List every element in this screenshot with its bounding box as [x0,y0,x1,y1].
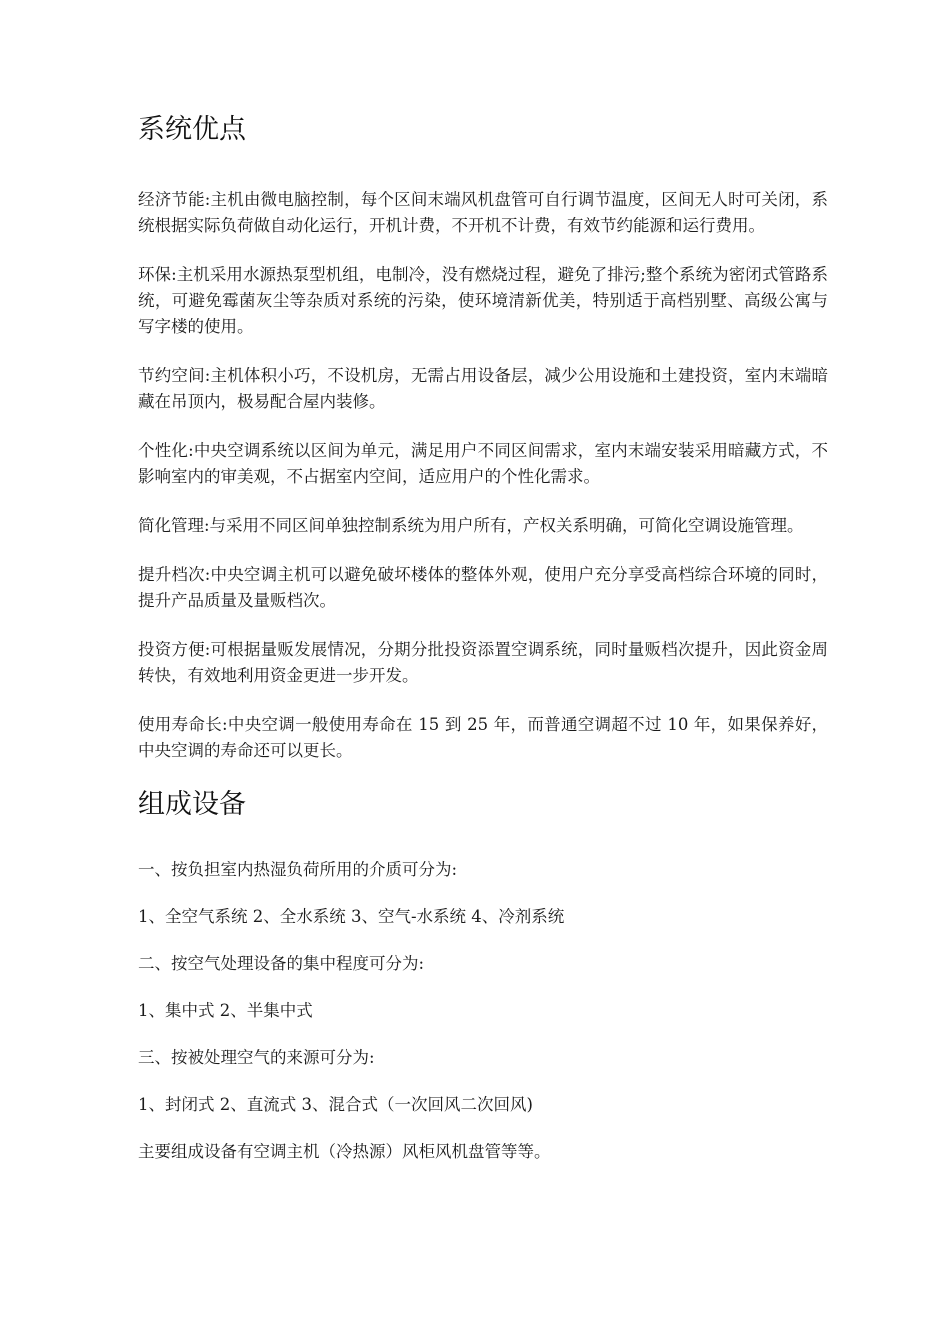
paragraph-investment: 投资方便:可根据量贩发展情况，分期分批投资添置空调系统，同时量贩档次提升，因此资金周转快，有效地利用资金更进一步开发。 [138,640,828,685]
section-title-advantages: 系统优点 [138,114,246,145]
list-item: 三、按被处理空气的来源可分为: [138,1048,375,1067]
paragraph-space-saving: 节约空间:主机体积小巧，不设机房，无需占用设备层，减少公用设施和土建投资，室内末端暗藏在吊顶内，极易配合屋内装修。 [138,366,828,411]
list-item: 1、全空气系统 2、全水系统 3、空气-水系统 4、冷剂系统 [138,907,565,926]
list-item: 一、按负担室内热湿负荷所用的介质可分为: [138,860,458,879]
paragraph-energy-saving: 经济节能:主机由微电脑控制，每个区间末端风机盘管可自行调节温度，区间无人时可关闭，系统根据实际负荷做自动化运行，开机计费，不开机不计费，有效节约能源和运行费用。 [138,190,828,235]
paragraph-simplified-management: 简化管理:与采用不同区间单独控制系统为用户所有，产权关系明确，可简化空调设施管理。 [138,516,804,535]
list-item: 1、封闭式 2、直流式 3、混合式（一次回风二次回风) [138,1095,533,1114]
list-item: 二、按空气处理设备的集中程度可分为: [138,954,425,973]
list-item: 主要组成设备有空调主机（冷热源）风柜风机盘管等等。 [138,1142,551,1161]
list-item: 1、集中式 2、半集中式 [138,1001,313,1020]
document-page [138,0,828,1165]
section-title-components: 组成设备 [138,789,246,820]
paragraph-lifespan: 使用寿命长:中央空调一般使用寿命在 15 到 25 年，而普通空调超不过 10 年，如果保养好，中央空调的寿命还可以更长。 [138,715,828,760]
paragraph-personalization: 个性化:中央空调系统以区间为单元，满足用户不同区间需求，室内末端安装采用暗藏方式，不影响室内的审美观，不占据室内空间，适应用户的个性化需求。 [138,441,828,486]
paragraph-upgrade-grade: 提升档次:中央空调主机可以避免破坏楼体的整体外观，使用户充分享受高档综合环境的同时，提升产品质量及量贩档次。 [138,565,828,610]
paragraph-environmental: 环保:主机采用水源热泵型机组，电制冷，没有燃烧过程，避免了排污;整个系统为密闭式管路系统，可避免霉菌灰尘等杂质对系统的污染，使环境清新优美，特别适于高档别墅、高级公寓与写字楼的使用。 [138,265,828,336]
